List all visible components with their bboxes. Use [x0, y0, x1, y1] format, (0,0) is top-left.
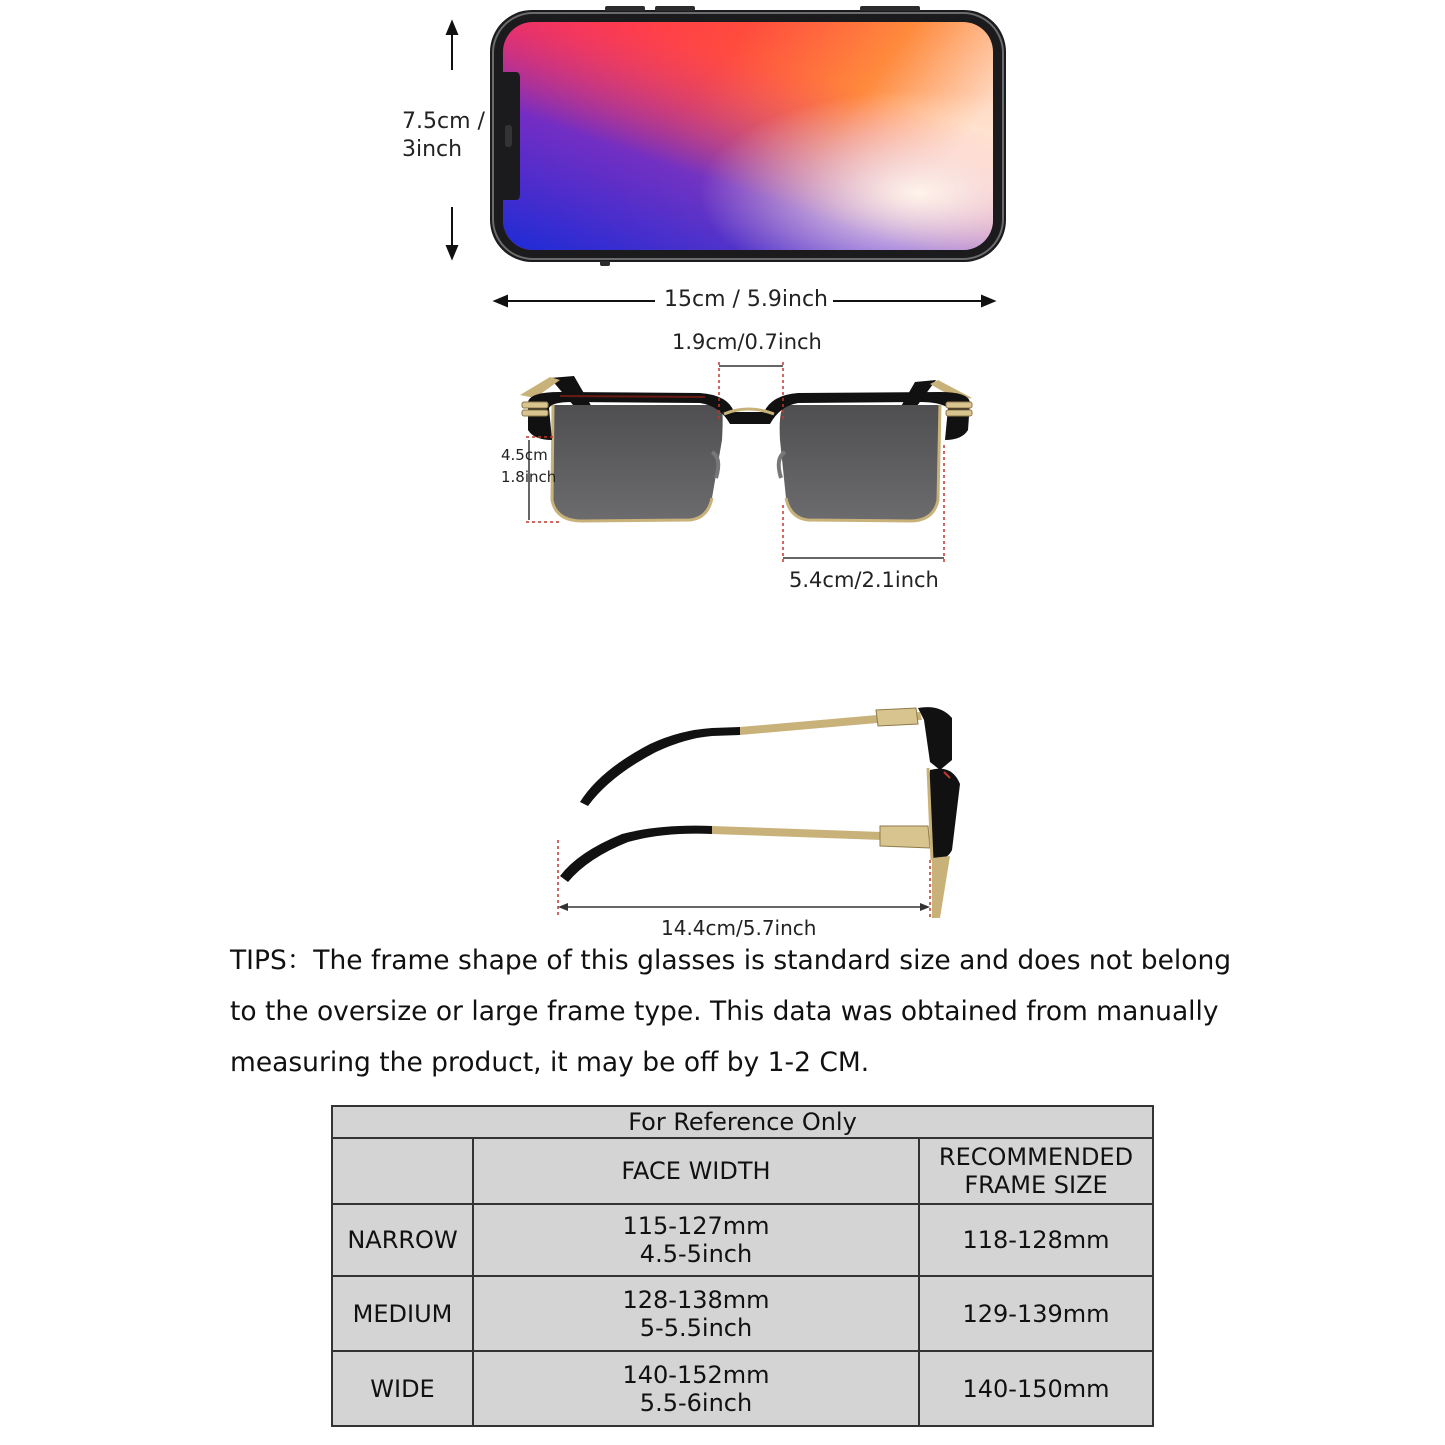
row-label: NARROW: [332, 1204, 473, 1276]
lens-width-label: 5.4cm/2.1inch: [789, 568, 939, 592]
face-width-cell: 140-152mm 5.5-6inch: [473, 1351, 919, 1426]
reference-table: [331, 1105, 1154, 1427]
left-lens: [552, 405, 723, 521]
phone-width-label: 15cm / 5.9inch: [664, 287, 829, 312]
tips-text: TIPS：The frame shape of this glasses is standard size and does not belong to the oversize or large frame type. This data was obtained from manually measuring the product, it may be off by 1-2 CM.: [230, 945, 1232, 1078]
row-label: MEDIUM: [332, 1276, 473, 1351]
face-width-cell: 128-138mm 5-5.5inch: [473, 1276, 919, 1351]
table-title: For Reference Only: [332, 1106, 1153, 1138]
row-label: WIDE: [332, 1351, 473, 1426]
phone-screen: [503, 22, 993, 250]
table-row: [332, 1204, 1153, 1276]
phone-illustration: [0, 0, 1445, 330]
glasses-side-view: [0, 690, 1445, 935]
frame-size-cell: 118-128mm: [919, 1204, 1153, 1276]
frame-size-cell: 129-139mm: [919, 1276, 1153, 1351]
header-recommended-frame-size: RECOMMENDED FRAME SIZE: [919, 1138, 1153, 1204]
right-lens: [780, 405, 940, 521]
header-blank: [332, 1138, 473, 1204]
header-face-width: FACE WIDTH: [473, 1138, 919, 1204]
temple-length-label: 14.4cm/5.7inch: [661, 916, 817, 940]
glasses-front-view: [0, 330, 1445, 610]
face-width-cell: 115-127mm 4.5-5inch: [473, 1204, 919, 1276]
table-row: [332, 1351, 1153, 1426]
lens-height-label: 4.5cm 1.8inch: [501, 446, 557, 486]
phone-height-label: 7.5cm / 3inch: [402, 109, 485, 162]
bridge-width-label: 1.9cm/0.7inch: [672, 330, 822, 354]
temple-length-dimension: [558, 840, 930, 918]
table-row: [332, 1276, 1153, 1351]
frame-size-cell: 140-150mm: [919, 1351, 1153, 1426]
